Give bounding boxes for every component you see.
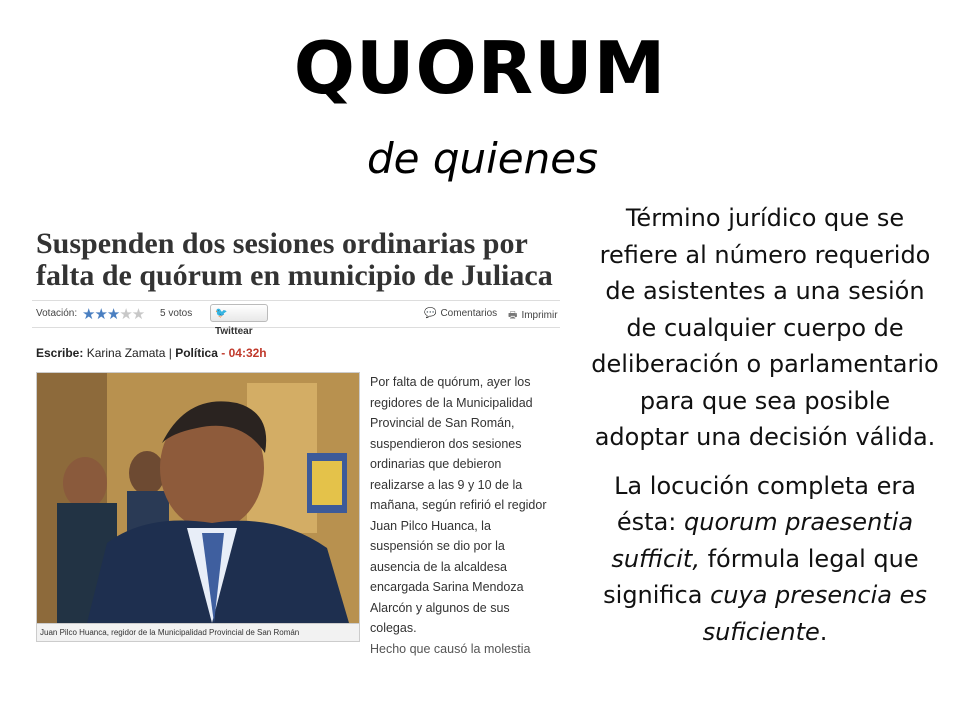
comments-link[interactable] [424,308,497,319]
locution-intro: La locución completa era ésta: [614,471,916,536]
slide-subtitle: de quienes [367,134,598,183]
definition-text [590,200,940,662]
article-body [370,372,556,658]
byline-prefix: Escribe: [36,346,84,360]
comments-label: Comentarios [440,308,498,319]
twitter-bird-icon: 🐦 [215,308,228,319]
phrase-meaning: cuya presencia es suficiente [702,581,927,646]
locution-paragraph [590,468,940,651]
votes-count: 5 votos [160,308,193,319]
article-text-cut: Hecho que causó la molestia [370,641,531,656]
slide-title: QUORUM [293,26,667,110]
article-text: Por falta de quórum, ayer los regidores de la Municipalidad Provincial de San Román, suspendieron dos sesiones ordinarias que debieron realizarse a las 9 y 10 de la mañana, según refirió el regidor Juan Pilco Huanca, la suspensión se dio por la ausencia de la alcaldesa encargada Sarina Mendoza Alarcón y algunos de sus colegas. [370,375,547,635]
rating-stars[interactable] [82,305,144,323]
clipping-headline: Suspenden dos sesiones ordinarias por falta de quórum en municipio de Juliaca [36,227,553,292]
latin-phrase: quorum praesentia sufficit, [611,508,914,573]
print-link[interactable] [508,308,558,325]
newspaper-clipping [32,222,560,658]
article-photo [36,372,360,642]
comment-bubble-icon: 💬 [424,308,437,319]
byline-time: 04:32h [228,346,267,360]
printer-icon: 🖶 [508,310,518,321]
locution-end: . [819,617,828,646]
byline-author: Karina Zamata [86,346,166,360]
article-byline [36,346,267,360]
print-label: Imprimir [521,310,558,321]
regidor-photo [37,373,359,623]
photo-caption: Juan Pilco Huanca, regidor de la Municipalidad Provincial de San Román [37,623,359,641]
byline-section[interactable]: Política [175,346,218,360]
star-unrated-icon[interactable]: ★★ [119,306,145,323]
twitter-button[interactable] [210,304,268,337]
byline-dash: - [221,346,226,360]
locution-middle: fórmula legal que significa [603,544,919,609]
twitter-label: Twittear [215,326,253,337]
clipping-toolbar [32,300,560,337]
star-rated-icon[interactable]: ★★★ [82,306,120,323]
byline-separator: | [168,346,172,360]
votes-label: Votación: [36,308,78,319]
definition-paragraph: Término jurídico que se refiere al número requerido de asistentes a una sesión de cualquier cuerpo de deliberación o parlamentario para que sea posible adoptar una decisión válida. [591,204,939,451]
